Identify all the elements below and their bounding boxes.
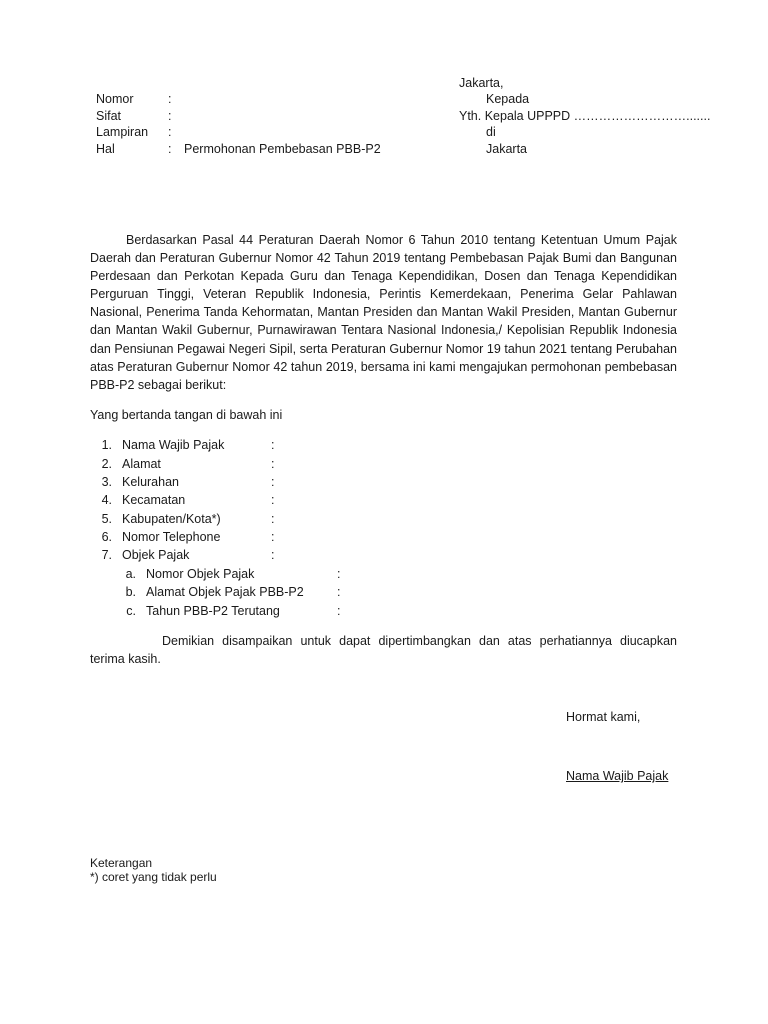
list-label: Nomor Telephone bbox=[122, 530, 221, 544]
list-label: Alamat Objek Pajak PBB-P2 bbox=[146, 585, 304, 599]
recipient-kepada-text: Kepada bbox=[486, 92, 530, 106]
list-number: 4. bbox=[101, 493, 112, 507]
field-colon: : bbox=[168, 142, 172, 156]
list-colon: : bbox=[271, 512, 275, 526]
recipient-yth: Yth. Kepala UPPPD ………………………....... bbox=[459, 109, 711, 123]
field-colon: : bbox=[168, 92, 172, 106]
list-letter: c. bbox=[126, 604, 136, 618]
field-value-subject: Permohonan Pembebasan PBB-P2 bbox=[184, 142, 381, 156]
list-number: 5. bbox=[101, 512, 112, 526]
recipient-place bbox=[459, 141, 527, 158]
list-colon: : bbox=[271, 457, 275, 471]
list-number: 2. bbox=[101, 457, 112, 471]
body-paragraph bbox=[90, 231, 677, 394]
list-letter: a. bbox=[125, 567, 136, 581]
list-colon: : bbox=[271, 475, 275, 489]
list-number: 7. bbox=[101, 548, 112, 562]
list-colon: : bbox=[271, 438, 275, 452]
recipient-di-text: di bbox=[486, 125, 496, 139]
recipient-kepada bbox=[459, 91, 529, 108]
list-colon: : bbox=[337, 567, 341, 581]
list-item bbox=[90, 546, 189, 564]
letter-city: Jakarta, bbox=[459, 76, 504, 90]
list-label: Tahun PBB-P2 Terutang bbox=[146, 604, 280, 618]
list-item bbox=[90, 510, 221, 528]
list-label: Kelurahan bbox=[122, 475, 179, 489]
field-label: Sifat bbox=[96, 109, 122, 123]
field-sifat bbox=[96, 108, 184, 125]
list-colon: : bbox=[271, 493, 275, 507]
closing-paragraph bbox=[90, 632, 677, 669]
list-number: 6. bbox=[101, 530, 112, 544]
field-colon: : bbox=[168, 125, 172, 139]
body-paragraph-text: Berdasarkan Pasal 44 Peraturan Daerah Nomor 6 Tahun 2010 tentang Ketentuan Umum Pajak Daerah dan Peraturan Gubernur Nomor 42 Tahun 2019 tentang Pembebasan Pajak Bumi dan Bangunan Perdesaan dan Perkotan Kepada Guru dan Tenaga Kependidikan, Dosen dan Tenaga Kependidikan Perguruan Tinggi, Veteran Republik Indonesia, Perintis Kemerdekaan, Penerima Gelar Pahlawan Nasional, Penerima Tanda Kehormatan, Mantan Presiden dan Mantan Wakil Presiden, Mantan Gubernur dan Mantan Wakil Gubernur, Purnawirawan Tentara Nasional Indonesia,/ Kepolisian Republik Indonesia dan Pensiunan Pegawai Negeri Sipil, serta Peraturan Gubernur Nomor 19 tahun 2021 tentang Perubahan atas Peraturan Gubernur Nomor 42 tahun 2019, bersama ini kami mengajukan permohonan pembebasan PBB-P2 sebagai berikut: bbox=[90, 233, 677, 392]
list-item bbox=[90, 455, 161, 473]
list-letter: b. bbox=[125, 585, 136, 599]
signature-name: Nama Wajib Pajak bbox=[566, 769, 669, 783]
footnote-note: *) coret yang tidak perlu bbox=[90, 870, 217, 884]
list-item bbox=[90, 491, 185, 509]
list-colon: : bbox=[337, 585, 341, 599]
field-nomor bbox=[96, 91, 184, 108]
field-hal bbox=[96, 141, 381, 158]
list-colon: : bbox=[337, 604, 341, 618]
signer-intro: Yang bertanda tangan di bawah ini bbox=[90, 408, 283, 422]
list-subitem bbox=[114, 602, 280, 620]
field-label: Hal bbox=[96, 142, 115, 156]
list-colon: : bbox=[271, 530, 275, 544]
list-colon: : bbox=[271, 548, 275, 562]
list-label: Kabupaten/Kota*) bbox=[122, 512, 221, 526]
recipient-di bbox=[459, 124, 496, 141]
recipient-place-text: Jakarta bbox=[486, 142, 527, 156]
list-label: Alamat bbox=[122, 457, 161, 471]
list-label: Nomor Objek Pajak bbox=[146, 567, 255, 581]
list-item bbox=[90, 436, 224, 454]
signature-regards: Hormat kami, bbox=[566, 710, 641, 724]
closing-text: Demikian disampaikan untuk dapat dipertimbangkan dan atas perhatiannya diucapkan terima kasih. bbox=[90, 634, 677, 667]
list-subitem bbox=[114, 583, 304, 601]
list-number: 3. bbox=[101, 475, 112, 489]
list-subitem bbox=[114, 565, 254, 583]
list-label: Kecamatan bbox=[122, 493, 186, 507]
field-colon: : bbox=[168, 109, 172, 123]
field-label: Nomor bbox=[96, 92, 134, 106]
list-item bbox=[90, 528, 220, 546]
list-label: Objek Pajak bbox=[122, 548, 190, 562]
list-number: 1. bbox=[101, 438, 112, 452]
footnote-title: Keterangan bbox=[90, 856, 153, 870]
list-label: Nama Wajib Pajak bbox=[122, 438, 225, 452]
list-item bbox=[90, 473, 179, 491]
field-lampiran bbox=[96, 124, 184, 141]
field-label: Lampiran bbox=[96, 125, 149, 139]
